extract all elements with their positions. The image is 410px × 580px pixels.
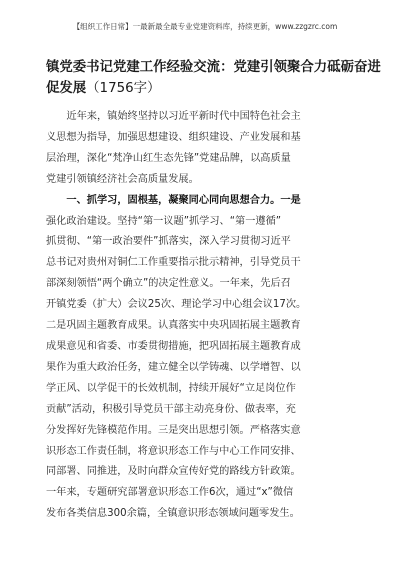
body-line: 二是巩固主题教育成果。认真落实中央巩固拓展主题教育 xyxy=(46,320,301,332)
body-line: 学正风、以学促干的长效机制，持续开展好“立足岗位作 xyxy=(46,382,296,394)
page-header: 【组织工作日常】一最新最全最专业党建资料库，持续更新，www.zzgzrc.com xyxy=(72,22,338,31)
section-heading: 抓学习，固根基，凝聚同心同向思想合力。一是 xyxy=(86,194,301,206)
body-line: 强化政治建设。坚持“第一议题”抓学习、“第一遵循” xyxy=(46,215,282,227)
body-line: 一年来，专题研究部署意识形态工作6次，通过“x”微信 xyxy=(46,487,294,499)
body-line: 部深刻领悟“两个确立”的决定性意义。一年来，先后召 xyxy=(46,278,291,290)
body-line: 发布各类信息300余篇，全镇意识形态领域问题零发生。 xyxy=(46,508,300,520)
title-line-2 xyxy=(46,78,368,99)
body-line: 近年来，镇始终坚持以习近平新时代中国特色社会主 xyxy=(66,111,301,122)
body-line: 总书记对贵州对铜仁工作重要指示批示精神，引导党员干 xyxy=(46,257,301,269)
body-line: 果作为重大政治任务，建立健全以学铸魂、以学增智、以 xyxy=(46,361,301,373)
body-line: 义思想为指导，加强思想建设、组织建设、产业发展和基 xyxy=(46,131,301,143)
article-body xyxy=(46,107,368,525)
section-number: 一、 xyxy=(66,194,87,206)
word-count: （1756字） xyxy=(86,81,161,96)
body-line: 层治理，深化“梵净山红生态先锋”党建品牌，以高质量 xyxy=(46,152,291,164)
section-heading-line xyxy=(46,191,368,212)
body-line: 分发挥好先锋模范作用。三是突出思想引领。严格落实意 xyxy=(46,424,301,436)
body-line: 同部署、同推进，及时向群众宣传好党的路线方针政策。 xyxy=(46,466,301,478)
body-line: 抓贯彻、“第一政治要件”抓落实，深入学习贯彻习近平 xyxy=(46,236,291,248)
body-line: 党建引领镇经济社会高质量发展。 xyxy=(46,173,199,185)
body-line: 开镇党委（扩大）会议25次、理论学习中心组会议17次。 xyxy=(46,299,307,311)
title-line-1: 镇党委书记党建工作经验交流：党建引领聚合力砥砺奋进 xyxy=(46,60,381,75)
body-line: 贡献”活动，积极引导党员干部主动亮身份、做表率，充 xyxy=(46,403,296,415)
body-line: 成果意见和省委、市委贯彻措施，把巩固拓展主题教育成 xyxy=(46,340,301,352)
article-title xyxy=(46,57,381,99)
title-line-2-text: 促发展 xyxy=(46,81,87,96)
body-line: 识形态工作责任制，将意识形态工作与中心工作同安排、 xyxy=(46,445,301,457)
